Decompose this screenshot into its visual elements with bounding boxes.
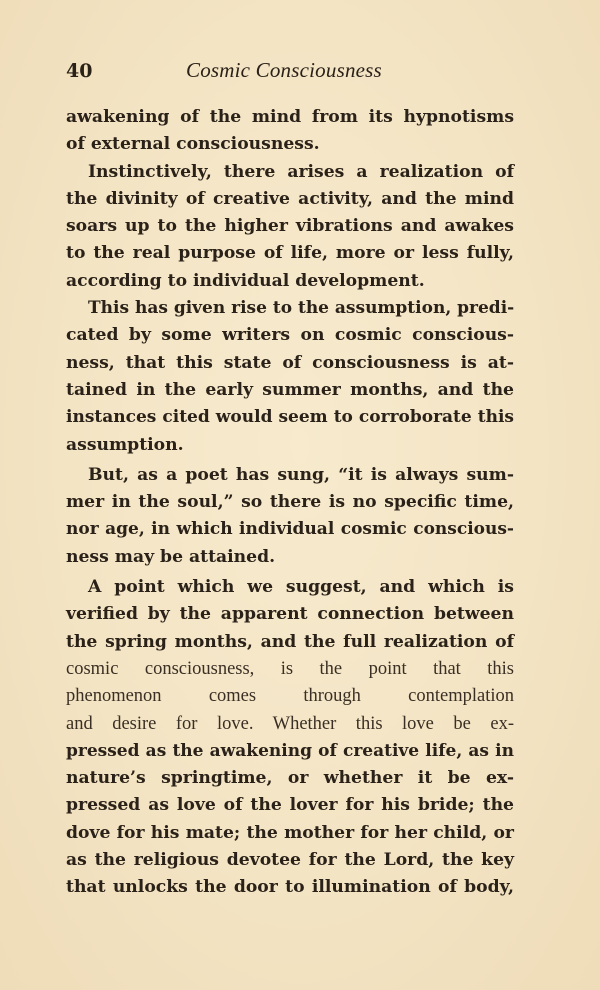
running-title: Cosmic Consciousness: [186, 58, 382, 82]
text-line: But, as a poet has sung, “it is always sum-: [88, 464, 514, 485]
text-line: to the real purpose of life, more or less fully,: [66, 243, 514, 264]
text-line: mer in the soul,” so there is no specific time,: [66, 492, 514, 513]
text-line: This has given rise to the assumption, predi-: [88, 298, 515, 319]
text-line: of external consciousness.: [66, 134, 320, 155]
text-line: verified by the apparent connection between: [66, 604, 514, 625]
text-line: pressed as love of the lover for his bride; the: [66, 795, 514, 816]
text-line: nature’s springtime, or whether it be ex-: [66, 768, 514, 789]
text-line: tained in the early summer months, and the: [66, 379, 514, 400]
text-line: A point which we suggest, and which is: [88, 577, 514, 598]
text-line: assumption.: [66, 434, 184, 455]
paragraph: [66, 159, 514, 295]
text-line: instances cited would seem to corroborate this: [66, 407, 514, 428]
text-line: phenomenon comes through contemplation: [66, 686, 514, 707]
text-line: soars up to the higher vibrations and awakes: [66, 216, 514, 237]
paragraph: [66, 295, 514, 459]
running-head: [66, 58, 516, 88]
body-text: [66, 104, 514, 902]
text-line: that unlocks the door to illumination of body,: [66, 877, 514, 898]
paragraph: [66, 462, 514, 571]
text-line: as the religious devotee for the Lord, the key: [66, 850, 514, 871]
text-line: the divinity of creative activity, and the mind: [66, 188, 514, 209]
text-line: pressed as the awakening of creative life, as in: [66, 740, 514, 761]
paragraph: [66, 574, 514, 902]
paragraph: [66, 104, 514, 159]
text-line: ness may be attained.: [66, 546, 276, 567]
text-line: Instinctively, there arises a realization of: [88, 161, 514, 182]
text-line: according to individual development.: [66, 270, 425, 291]
text-line: and desire for love. Whether this love be ex-: [66, 713, 514, 734]
text-line: the spring months, and the full realization of: [66, 631, 514, 652]
text-line: cated by some writers on cosmic conscious-: [66, 325, 514, 346]
text-line: awakening of the mind from its hypnotisms: [66, 107, 514, 127]
page-number: 40: [66, 60, 93, 82]
text-line: cosmic consciousness, is the point that this: [66, 658, 514, 679]
text-line: ness, that this state of consciousness is at-: [66, 352, 514, 373]
text-line: nor age, in which individual cosmic conscious-: [66, 519, 514, 540]
text-line: dove for his mate; the mother for her child, or: [66, 822, 514, 843]
